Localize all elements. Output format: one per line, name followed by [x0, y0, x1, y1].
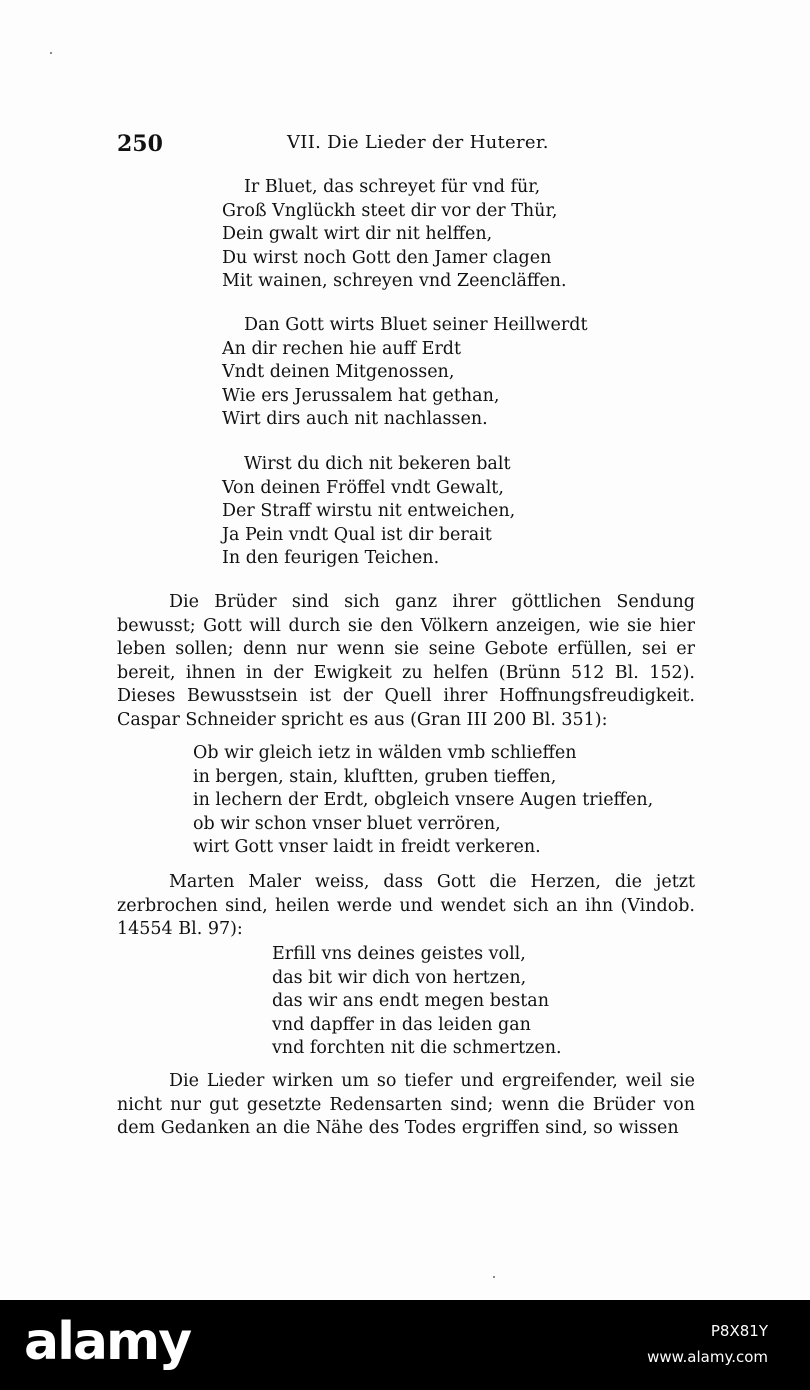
verse-line: Mit wainen, schreyen vnd Zeencläffen.	[222, 271, 567, 291]
verse-line: ob wir schon vnser bluet verrören,	[193, 813, 501, 834]
verse-line: Dein gwalt wirt dir nit helffen,	[222, 224, 493, 244]
verse-line: Der Straff wirstu nit entweichen,	[222, 501, 516, 521]
running-title: VII. Die Lieder der Huterer.	[287, 132, 549, 153]
image-url: www.alamy.com	[647, 1348, 768, 1366]
stanza-3	[222, 453, 515, 571]
brand-logo: alamy	[24, 1312, 191, 1372]
verse-line: Wirst du dich nit bekeren balt	[244, 454, 511, 474]
paragraph-text: Die Brüder sind sich ganz ihrer göttlichen Sendung bewusst; Gott will durch sie den Völkern anzeigen, wie sie hier leben sollen; denn nur wenn sie seine Gebote erfüllen, sei er bereit, ihnen in der Ewigkeit zu helfen (Brünn 512 Bl. 152). Dieses Bewusstsein ist der Quell ihrer Hoffnungsfreudigkeit. Caspar Schneider spricht es aus (Gran III 200 Bl. 351):	[117, 592, 695, 730]
verse-line: Ja Pein vndt Qual ist dir berait	[222, 524, 492, 545]
paragraph-lieder	[117, 1070, 695, 1141]
verse-line: das bit wir dich von hertzen,	[272, 967, 527, 988]
verse-line: An dir rechen hie auff Erdt	[222, 338, 462, 359]
speck	[50, 52, 52, 54]
paragraph-maler	[117, 871, 695, 942]
verse-line: Wirt dirs auch nit nachlassen.	[222, 409, 488, 429]
verse-line: Erfill vns deines geistes voll,	[272, 944, 526, 964]
paragraph-mission	[117, 591, 695, 732]
quote-maler	[272, 943, 562, 1061]
paragraph-text: Marten Maler weiss, dass Gott die Herzen, die jetzt zerbrochen sind, heilen werde und wendet sich an ihn (Vindob. 14554 Bl. 97):	[117, 872, 695, 939]
image-id	[647, 1318, 768, 1370]
verse-line: das wir ans endt megen bestan	[272, 991, 549, 1011]
quote-schneider	[193, 742, 653, 860]
verse-line: In den feurigen Teichen.	[222, 548, 440, 568]
verse-line: Ir Bluet, das schreyet für vnd für,	[244, 177, 541, 197]
watermark-banner	[0, 1300, 810, 1390]
verse-line: Wie ers Jerussalem hat gethan,	[222, 385, 500, 406]
verse-line: Ob wir gleich ietz in wälden vmb schlieffen	[193, 743, 577, 763]
verse-line: Von deinen Fröffel vndt Gewalt,	[222, 477, 504, 498]
image-id-code: P8X81Y	[710, 1322, 768, 1340]
verse-line: Groß Vnglückh steet dir vor der Thür,	[222, 200, 558, 221]
verse-line: in lechern der Erdt, obgleich vnsere Augen trieffen,	[193, 790, 654, 810]
verse-line: Vndt deinen Mitgenossen,	[222, 362, 455, 382]
verse-line: in bergen, stain, kluftten, gruben tieffen,	[193, 766, 557, 787]
verse-line: vnd dapffer in das leiden gan	[272, 1014, 531, 1035]
verse-line: Du wirst noch Gott den Jamer clagen	[222, 247, 552, 268]
verse-line: vnd forchten nit die schmertzen.	[272, 1038, 562, 1058]
verse-line: wirt Gott vnser laidt in freidt verkeren.	[193, 837, 541, 857]
verse-line: Dan Gott wirts Bluet seiner Heillwerdt	[244, 315, 588, 335]
page-number: 250	[117, 131, 163, 157]
speck	[493, 1276, 495, 1278]
paragraph-text: Die Lieder wirken um so tiefer und ergreifender, weil sie nicht nur gut gesetzte Redensarten sind; wenn die Brüder von dem Gedanken an die Nähe des Todes ergriffen sind, so wissen	[117, 1071, 695, 1138]
stanza-1	[222, 176, 567, 294]
stanza-2	[222, 314, 587, 432]
